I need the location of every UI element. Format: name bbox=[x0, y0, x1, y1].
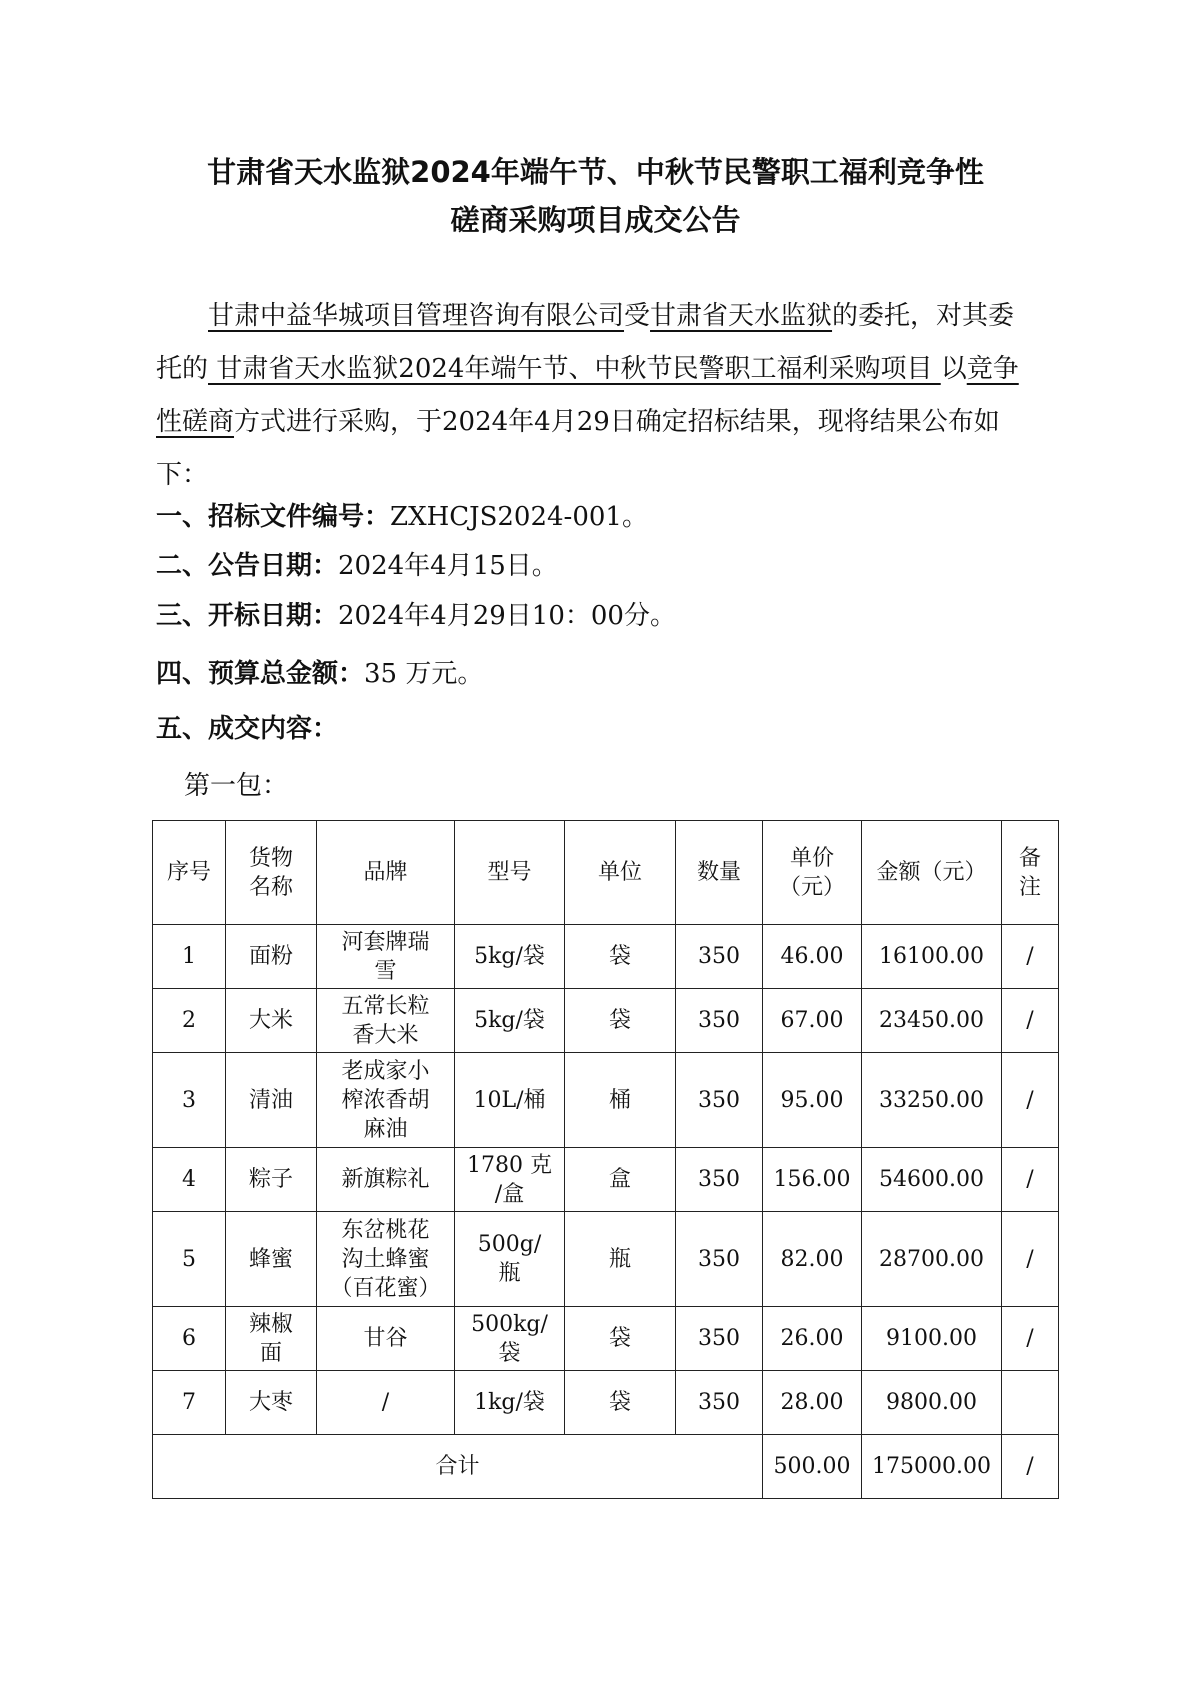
total-label: 合计 bbox=[153, 1435, 763, 1499]
cell-name: 清油 bbox=[226, 1053, 317, 1148]
cell-qty: 350 bbox=[676, 925, 763, 989]
cell-price: 95.00 bbox=[763, 1053, 862, 1148]
intro-text-1: 受 bbox=[624, 301, 651, 331]
header-name: 货物 名称 bbox=[226, 821, 317, 925]
cell-unit: 袋 bbox=[565, 989, 676, 1053]
cell-brand: 甘谷 bbox=[317, 1307, 455, 1371]
procurement-method: 竞争性磋商 bbox=[156, 354, 1019, 437]
info-item-contents bbox=[156, 709, 338, 749]
total-amount: 175000.00 bbox=[862, 1435, 1002, 1499]
cell-name: 大米 bbox=[226, 989, 317, 1053]
cell-note: / bbox=[1002, 1148, 1059, 1212]
document-title-line-2: 磋商采购项目成交公告 bbox=[450, 203, 741, 237]
cell-amount: 9100.00 bbox=[862, 1307, 1002, 1371]
table-row bbox=[153, 1053, 1059, 1148]
cell-qty: 350 bbox=[676, 1053, 763, 1148]
total-note: / bbox=[1002, 1435, 1059, 1499]
cell-seq: 7 bbox=[153, 1371, 226, 1435]
info-label: 一、招标文件编号： bbox=[156, 502, 391, 532]
cell-name: 面粉 bbox=[226, 925, 317, 989]
agency-name: 甘肃中益华城项目管理咨询有限公司 bbox=[208, 301, 625, 331]
info-label: 三、开标日期： bbox=[156, 601, 339, 631]
cell-qty: 350 bbox=[676, 1307, 763, 1371]
cell-amount: 33250.00 bbox=[862, 1053, 1002, 1148]
info-label: 二、公告日期： bbox=[156, 551, 339, 581]
cell-model: 5kg/袋 bbox=[455, 925, 565, 989]
info-item-budget bbox=[156, 654, 483, 694]
info-label: 四、预算总金额： bbox=[156, 659, 365, 689]
cell-seq: 6 bbox=[153, 1307, 226, 1371]
cell-unit: 盒 bbox=[565, 1148, 676, 1212]
header-unit: 单位 bbox=[565, 821, 676, 925]
cell-qty: 350 bbox=[676, 989, 763, 1053]
table-row bbox=[153, 1371, 1059, 1435]
cell-unit: 桶 bbox=[565, 1053, 676, 1148]
header-qty: 数量 bbox=[676, 821, 763, 925]
cell-brand: / bbox=[317, 1371, 455, 1435]
cell-note bbox=[1002, 1371, 1059, 1435]
total-price: 500.00 bbox=[763, 1435, 862, 1499]
cell-amount: 28700.00 bbox=[862, 1212, 1002, 1307]
table-row bbox=[153, 989, 1059, 1053]
purchaser-name: 甘肃省天水监狱 bbox=[650, 301, 833, 331]
cell-brand: 五常长粒 香大米 bbox=[317, 989, 455, 1053]
table-row bbox=[153, 1307, 1059, 1371]
cell-amount: 16100.00 bbox=[862, 925, 1002, 989]
cell-seq: 1 bbox=[153, 925, 226, 989]
cell-model: 10L/桶 bbox=[455, 1053, 565, 1148]
cell-brand: 新旗粽礼 bbox=[317, 1148, 455, 1212]
cell-seq: 2 bbox=[153, 989, 226, 1053]
cell-note: / bbox=[1002, 1212, 1059, 1307]
document-title-line-1: 甘肃省天水监狱2024年端午节、中秋节民警职工福利竞争性 bbox=[207, 155, 984, 189]
intro-text-3: 以 bbox=[940, 354, 967, 384]
info-value: 35 万元。 bbox=[364, 659, 484, 689]
cell-qty: 350 bbox=[676, 1212, 763, 1307]
goods-table bbox=[152, 820, 1059, 1499]
cell-note: / bbox=[1002, 925, 1059, 989]
cell-price: 67.00 bbox=[763, 989, 862, 1053]
intro-paragraph bbox=[156, 290, 1036, 502]
project-name: 甘肃省天水监狱2024年端午节、中秋节民警职工福利采购项目 bbox=[208, 354, 941, 384]
header-price: 单价 （元） bbox=[763, 821, 862, 925]
intro-text-2: 的委托，对其委托的 bbox=[156, 301, 1015, 384]
cell-model: 500g/ 瓶 bbox=[455, 1212, 565, 1307]
cell-name: 辣椒 面 bbox=[226, 1307, 317, 1371]
table-row bbox=[153, 1148, 1059, 1212]
table-header-row bbox=[153, 821, 1059, 925]
cell-model: 5kg/袋 bbox=[455, 989, 565, 1053]
header-model: 型号 bbox=[455, 821, 565, 925]
cell-note: / bbox=[1002, 1053, 1059, 1148]
info-value: ZXHCJS2024-001。 bbox=[390, 502, 648, 532]
cell-amount: 23450.00 bbox=[862, 989, 1002, 1053]
cell-seq: 3 bbox=[153, 1053, 226, 1148]
cell-brand: 东岔桃花 沟土蜂蜜 （百花蜜） bbox=[317, 1212, 455, 1307]
cell-unit: 袋 bbox=[565, 925, 676, 989]
info-item-announce-date bbox=[156, 546, 558, 586]
header-note: 备 注 bbox=[1002, 821, 1059, 925]
cell-unit: 袋 bbox=[565, 1371, 676, 1435]
cell-model: 1780 克 /盒 bbox=[455, 1148, 565, 1212]
table-row bbox=[153, 925, 1059, 989]
cell-seq: 4 bbox=[153, 1148, 226, 1212]
package-label: 第一包： bbox=[184, 771, 289, 801]
cell-name: 大枣 bbox=[226, 1371, 317, 1435]
cell-price: 82.00 bbox=[763, 1212, 862, 1307]
info-value: 2024年4月29日10：00分。 bbox=[338, 601, 676, 631]
info-label: 五、成交内容： bbox=[156, 714, 339, 744]
cell-brand: 河套牌瑞 雪 bbox=[317, 925, 455, 989]
cell-price: 156.00 bbox=[763, 1148, 862, 1212]
cell-qty: 350 bbox=[676, 1371, 763, 1435]
header-seq: 序号 bbox=[153, 821, 226, 925]
cell-note: / bbox=[1002, 989, 1059, 1053]
cell-model: 1kg/袋 bbox=[455, 1371, 565, 1435]
cell-unit: 瓶 bbox=[565, 1212, 676, 1307]
header-amount: 金额（元） bbox=[862, 821, 1002, 925]
cell-name: 粽子 bbox=[226, 1148, 317, 1212]
cell-unit: 袋 bbox=[565, 1307, 676, 1371]
intro-text-4: 方式进行采购，于2024年4月29日确定招标结果，现将结果公布如下： bbox=[156, 407, 1000, 490]
info-item-file-number bbox=[156, 497, 648, 537]
cell-price: 46.00 bbox=[763, 925, 862, 989]
cell-note: / bbox=[1002, 1307, 1059, 1371]
table-row bbox=[153, 1212, 1059, 1307]
cell-brand: 老成家小 榨浓香胡 麻油 bbox=[317, 1053, 455, 1148]
cell-price: 26.00 bbox=[763, 1307, 862, 1371]
cell-amount: 9800.00 bbox=[862, 1371, 1002, 1435]
cell-model: 500kg/ 袋 bbox=[455, 1307, 565, 1371]
cell-seq: 5 bbox=[153, 1212, 226, 1307]
info-value: 2024年4月15日。 bbox=[338, 551, 558, 581]
header-brand: 品牌 bbox=[317, 821, 455, 925]
cell-name: 蜂蜜 bbox=[226, 1212, 317, 1307]
cell-price: 28.00 bbox=[763, 1371, 862, 1435]
info-item-open-date bbox=[156, 596, 676, 636]
cell-qty: 350 bbox=[676, 1148, 763, 1212]
cell-amount: 54600.00 bbox=[862, 1148, 1002, 1212]
table-total-row bbox=[153, 1435, 1059, 1499]
